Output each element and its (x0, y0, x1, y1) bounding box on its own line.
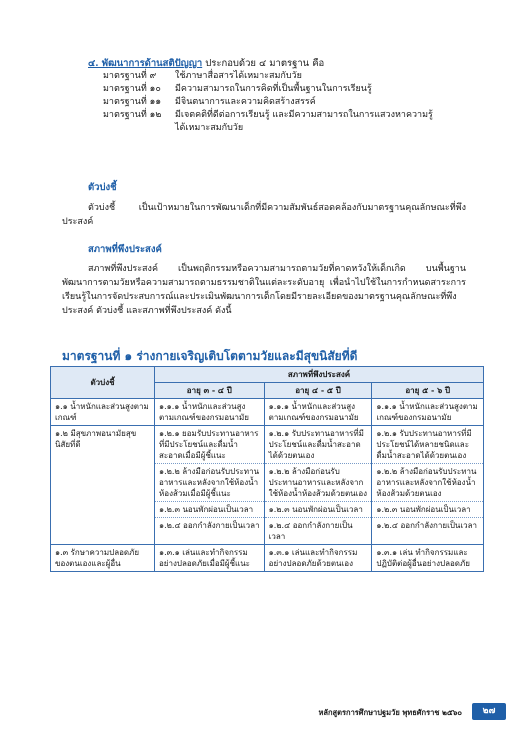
table-cell-line: ๑.๒.๓ นอนพักผ่อนเป็นเวลา (265, 501, 372, 517)
table-header-desired: สภาพที่พึงประสงค์ (155, 367, 484, 383)
table-row (51, 399, 484, 426)
standard-key: มาตรฐานที่ ๑๑ (103, 97, 162, 107)
table-cell: ๑.๑.๑ น้ำหนักและส่วนสูงตามเกณฑ์ของกรมอนามัย (372, 399, 484, 426)
table-indicator-cell: ๑.๓ รักษาความปลอดภัยของตนเองและผู้อื่น (51, 545, 155, 572)
standard-value: มีเจตคติที่ดีต่อการเรียนรู้ และมีความสามารถในการแสวงหาความรู้ได้เหมาะสมกับวัย (175, 110, 433, 133)
table-cell: ๑.๓.๑ เล่นและทำกิจกรรมอย่างปลอดภัยด้วยตนเอง (264, 545, 372, 572)
section-4-standards-list (103, 70, 433, 135)
desired-paragraph: สภาพที่พึงประสงค์ เป็นพฤติกรรมหรือความสามารถตามวัยที่คาดหวังให้เด็กเกิด บนพื้นฐานพัฒนาการตามวัยหรือความสามารถตามธรรมชาติในแต่ละระดับอายุ เพื่อนำไปใช้ในการกำหนดสาระการเรียนรู้ในการจัดประสบการณ์และประเมินพัฒนาการเด็กโดยมีรายละเอียดของมาตรฐานคุณลักษณะที่พึงประสงค์ ตัวบ่งชี้ และสภาพที่พึงประสงค์ ดังนี้ (62, 264, 466, 316)
table-header-age: อายุ ๔ - ๕ ปี (264, 383, 372, 399)
table-cell-line: ๑.๒.๔ ออกกำลังกายเป็นเวลา (155, 517, 264, 533)
table-cell-line: ๑.๒.๒ ล้างมือก่อนรับประทานอาหารและหลังจากใช้ห้องน้ำห้องส้วมด้วยตนเอง (265, 463, 372, 501)
table-cell-line: ๑.๒.๑ รับประทานอาหารที่มีประโยชน์และดื่มน้ำสะอาดได้ด้วยตนเอง (268, 429, 364, 460)
table-header-indicator: ตัวบ่งชี้ (51, 367, 155, 399)
table-header-age: อายุ ๓ - ๔ ปี (155, 383, 265, 399)
standard-row (103, 70, 433, 83)
table-cell-line: ๑.๒.๔ ออกกำลังกายเป็นเวลา (372, 517, 483, 533)
section-4-title-bold: ๔. พัฒนาการด้านสติปัญญา (88, 58, 203, 69)
indicator-heading: ตัวบ่งชี้ (88, 182, 117, 193)
table-indicator-cell: ๑.๒ มีสุขภาพอนามัยสุขนิสัยที่ดี (51, 426, 155, 545)
footer-title: หลักสูตรการศึกษาปฐมวัย พุทธศักราช ๒๕๖๐ (318, 708, 462, 717)
standard-key: มาตรฐานที่ ๑๒ (103, 110, 162, 120)
table-cell (155, 426, 265, 545)
table-cell: ๑.๓.๑ เล่นและทำกิจกรรมอย่างปลอดภัยเมื่อมีผู้ชี้แนะ (155, 545, 265, 572)
section-4-title (88, 56, 324, 71)
standard-key: มาตรฐานที่ ๑๐ (103, 84, 161, 94)
table-row (51, 426, 484, 545)
table-cell-line: ๑.๒.๓ นอนพักผ่อนเป็นเวลา (372, 501, 483, 517)
table-cell-line: ๑.๒.๑ รับประทานอาหารที่มีประโยชน์ได้หลายชนิดและดื่มน้ำสะอาดได้ด้วยตนเอง (376, 429, 472, 460)
standard-1-table (50, 366, 484, 572)
table-cell: ๑.๓.๑ เล่น ทำกิจกรรมและปฏิบัติต่อผู้อื่นอย่างปลอดภัย (372, 545, 484, 572)
standard-value: ใช้ภาษาสื่อสารได้เหมาะสมกับวัย (175, 71, 302, 81)
table-header-age: อายุ ๕ - ๖ ปี (372, 383, 484, 399)
standard-value: มีจินตนาการและความคิดสร้างสรรค์ (175, 97, 316, 107)
table-cell: ๑.๑.๑ น้ำหนักและส่วนสูงตามเกณฑ์ของกรมอนามัย (155, 399, 265, 426)
standard-row (103, 109, 433, 135)
standard-row (103, 96, 433, 109)
table-cell-line: ๑.๒.๒ ล้างมือก่อนรับประทานอาหารและหลังจากใช้ห้องน้ำห้องส้วมด้วยตนเอง (372, 463, 483, 501)
desired-heading: สภาพที่พึงประสงค์ (88, 244, 162, 255)
table-cell-line: ๑.๒.๑ ยอมรับประทานอาหารที่มีประโยชน์และดื่มน้ำสะอาดเมื่อมีผู้ชี้แนะ (159, 429, 259, 460)
standard-1-heading: มาตรฐานที่ ๑ ร่างกายเจริญเติบโตตามวัยและมีสุขนิสัยที่ดี (62, 349, 358, 363)
table-cell-line: ๑.๒.๓ นอนพักผ่อนเป็นเวลา (155, 501, 264, 517)
table-cell (372, 426, 484, 545)
section-4-title-rest: ประกอบด้วย ๔ มาตรฐาน คือ (202, 58, 325, 69)
indicator-paragraph: ตัวบ่งชี้ เป็นเป้าหมายในการพัฒนาเด็กที่มีความสัมพันธ์สอดคล้องกับมาตรฐานคุณลักษณะที่พึงประสงค์ (62, 203, 466, 227)
table-cell-line: ๑.๒.๒ ล้างมือก่อนรับประทานอาหารและหลังจากใช้ห้องน้ำห้องส้วมเมื่อมีผู้ชี้แนะ (155, 463, 264, 501)
table-indicator-cell: ๑.๑ น้ำหนักและส่วนสูงตามเกณฑ์ (51, 399, 155, 426)
standard-value: มีความสามารถในการคิดที่เป็นพื้นฐานในการเรียนรู้ (175, 84, 372, 94)
table-cell (264, 426, 372, 545)
table-cell: ๑.๑.๑ น้ำหนักและส่วนสูงตามเกณฑ์ของกรมอนามัย (264, 399, 372, 426)
page-number: ๒๗ (472, 703, 506, 720)
table-cell-line: ๑.๒.๔ ออกกำลังกายเป็นเวลา (265, 517, 372, 544)
standard-row (103, 83, 433, 96)
standard-key: มาตรฐานที่ ๙ (103, 71, 157, 81)
table-row (51, 545, 484, 572)
